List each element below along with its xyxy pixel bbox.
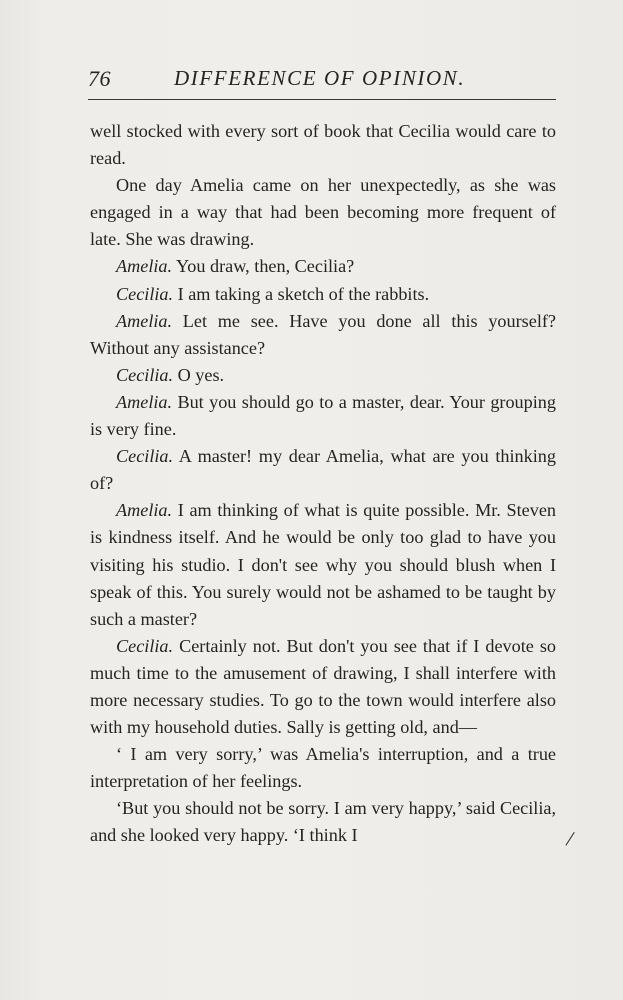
speaker-name: Cecilia. [116, 446, 174, 467]
speaker-name: Amelia. [116, 256, 173, 277]
paragraph-continuation [90, 118, 556, 172]
dialogue-text: O yes. [173, 364, 225, 385]
speaker-name: Cecilia. [116, 635, 174, 656]
page-header [88, 62, 556, 94]
dialogue-line [90, 253, 556, 280]
dialogue-text: But you should go to a master, dear. Your grouping is very fine. [90, 391, 556, 440]
dialogue-text: A master! my dear Amelia, what are you thinking of? [90, 446, 556, 494]
dialogue-text: You draw, then, Cecilia? [172, 256, 355, 277]
running-title: DIFFERENCE OF OPINION. [174, 66, 466, 90]
dialogue-line [90, 497, 556, 632]
speaker-name: Amelia. [116, 500, 173, 521]
paragraph [90, 795, 556, 849]
speaker-name: Amelia. [116, 391, 173, 412]
dialogue-text: Let me see. Have you done all this yourself? Without any assistance? [90, 310, 556, 358]
speaker-name: Cecilia. [116, 364, 174, 385]
dialogue-line [90, 362, 556, 389]
paragraph-text: One day Amelia came on her unexpectedly, as she was engaged in a way that had been becoming more frequent of late. She was drawing. [90, 175, 556, 250]
paragraph-text: ‘ I am very sorry,’ was Amelia's interruption, and a true interpretation of her feelings. [90, 744, 556, 792]
dialogue-text: Certainly not. But don't you see that if I devote so much time to the amusement of drawing, I shall interfere with more necessary studies. To go to the town would interfere also with my household duties. Sally is getting old, and— [90, 635, 556, 738]
dialogue-line [90, 633, 556, 741]
margin-pencil-mark: / [564, 825, 577, 852]
page-number: 76 [88, 66, 111, 91]
header-rule [88, 99, 556, 100]
dialogue-line [90, 389, 556, 443]
dialogue-line [90, 308, 556, 362]
paragraph-text: well stocked with every sort of book that Cecilia would care to read. [90, 121, 556, 169]
paragraph-text: ‘But you should not be sorry. I am very happy,’ said Cecilia, and she looked very happy. ‘I think I [90, 798, 556, 846]
paragraph [90, 741, 556, 795]
dialogue-text: I am taking a sketch of the rabbits. [173, 283, 430, 304]
speaker-name: Cecilia. [116, 283, 174, 304]
body-text [90, 118, 556, 850]
paragraph [90, 172, 556, 253]
dialogue-line [90, 443, 556, 497]
dialogue-line [90, 281, 556, 308]
speaker-name: Amelia. [116, 310, 173, 331]
dialogue-text: I am thinking of what is quite possible. Mr. Steven is kindness itself. And he would be only too glad to have you visiting his studio. I don't see why you should blush when I speak of this. You surely would not be ashamed to be taught by such a master? [90, 500, 556, 629]
